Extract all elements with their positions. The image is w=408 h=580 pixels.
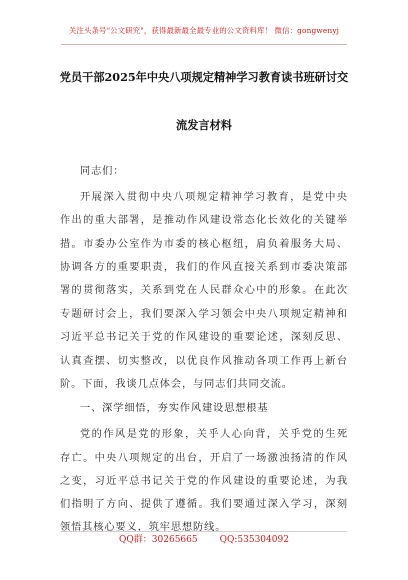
paragraph-line: 认真查摆、切实整改，以优良作风推动各项工作再上新台 (60, 356, 348, 367)
document-title-line-2: 流发言材料 (176, 118, 232, 132)
qq-label: QQ: (219, 535, 238, 545)
paragraph-line: 习近平总书记关于党的作风建设的重要论述，深刻反思、 (60, 332, 348, 343)
paragraph-line: 协调各方的重要职责，我们的作风直接关系到市委决策部 (60, 262, 348, 273)
paragraph-line: 存亡。中央八项规定的出台，开启了一场激浊扬清的作风 (60, 453, 348, 464)
paragraph-line: 领悟其核心要义，筑牢思想防线。 (60, 522, 227, 533)
paragraph-line: 署的贯彻落实，关系到党在人民群众心中的形象。在此次 (60, 285, 348, 296)
paragraph-line: 作出的重大部署，是推动作风建设常态化长效化的关键举 (60, 215, 348, 226)
footer-contact (0, 534, 408, 546)
qq-group-number: 30265665 (151, 535, 198, 545)
qq-number: 535304092 (237, 535, 289, 545)
paragraph-line: 之变，习近平总书记关于党的作风建设的重要论述，为我 (60, 476, 348, 487)
banner-divider (61, 44, 347, 45)
paragraph-line: 阶。下面，我谈几点体会，与同志们共同交流。 (60, 379, 293, 390)
top-banner: 关注头条号"公文研究"，获得最新最全最专业的公文资料库！ 微信：gongwenyj (68, 26, 340, 35)
section-heading-1: 一、深学细悟，夯实作风建设思想根基 (80, 403, 269, 414)
paragraph-line: 开展深入贯彻中央八项规定精神学习教育，是党中央 (80, 192, 348, 203)
qq-group-label: QQ群： (119, 535, 152, 545)
paragraph-line: 们指明了方向、提供了遵循。我们要通过深入学习，深刻 (60, 499, 348, 510)
salutation: 同志们： (80, 166, 125, 177)
document-title-line-1: 党员干部2025年中央八项规定精神学习教育读书班研讨交 (59, 70, 349, 84)
footer-divider (61, 531, 347, 532)
paragraph-line: 专题研讨会上，我们要深入学习领会中央八项规定精神和 (60, 309, 348, 320)
paragraph-line: 措。市委办公室作为市委的核心枢纽，肩负着服务大局、 (60, 239, 348, 250)
paragraph-line: 党的作风是党的形象，关乎人心向背，关乎党的生死 (80, 429, 348, 440)
